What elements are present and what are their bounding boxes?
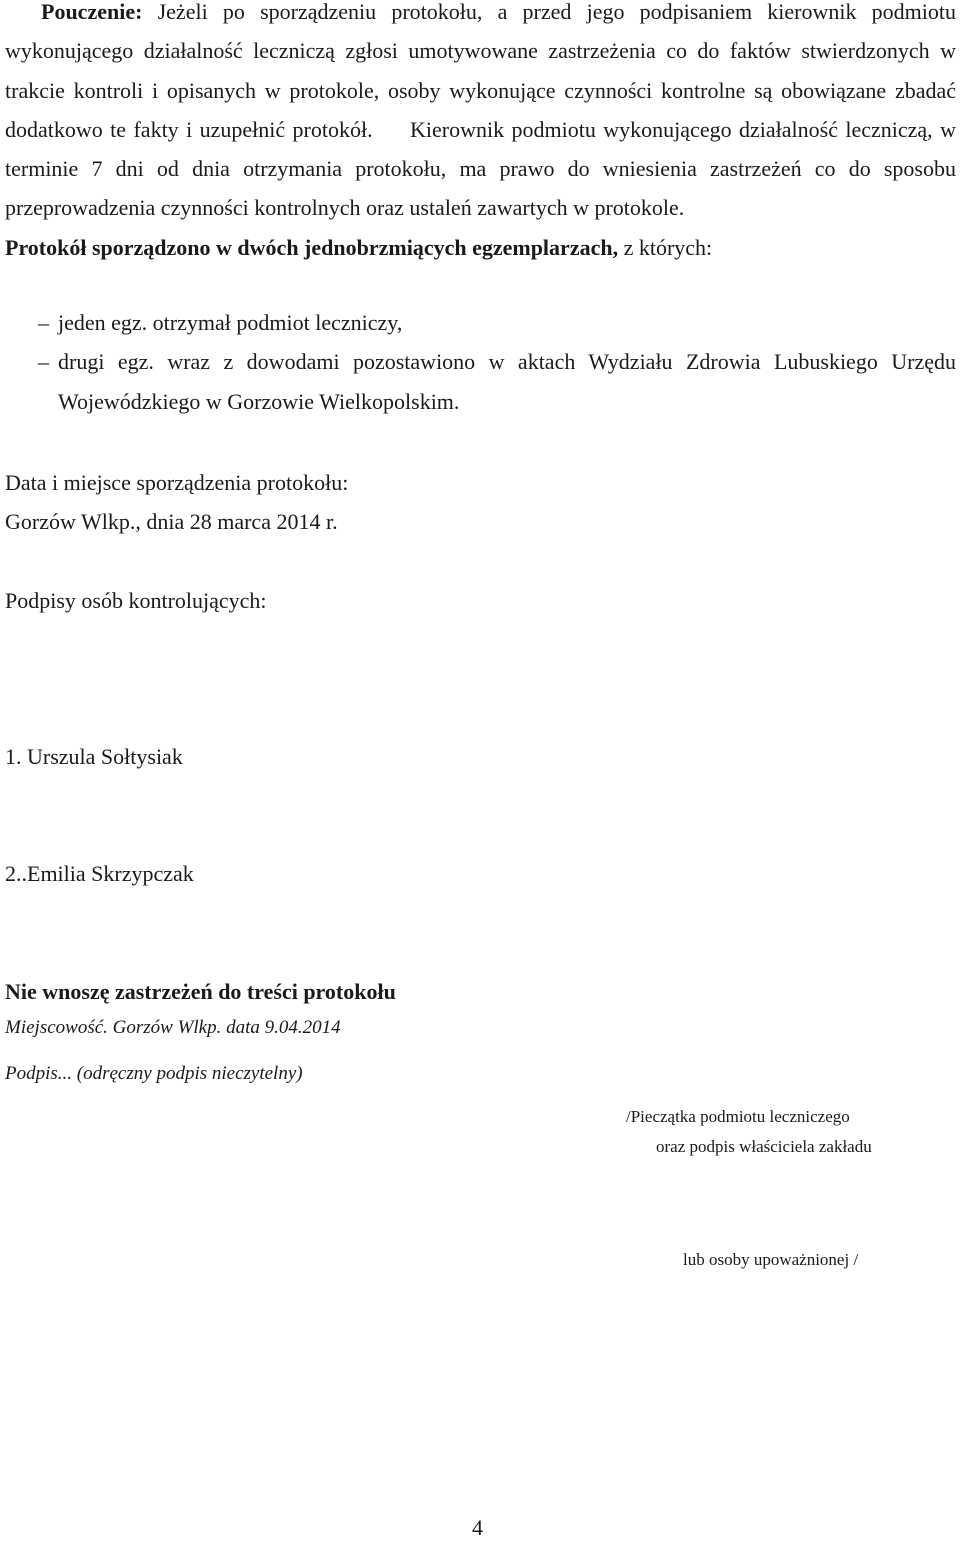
signature-first: 1. Urszula Sołtysiak xyxy=(5,744,183,769)
list-item xyxy=(5,303,956,342)
acceptance-signature: Podpis... (odręczny podpis nieczytelny) xyxy=(5,1063,303,1084)
list-item xyxy=(5,342,956,421)
copies-heading: Protokół sporządzono w dwóch jednobrzmiących egzemplarzach, xyxy=(5,234,619,260)
acceptance-heading: Nie wnoszę zastrzeżeń do treści protokołu xyxy=(5,979,396,1004)
page-number: 4 xyxy=(472,1515,483,1540)
copies-heading-rest: z których: xyxy=(618,234,713,260)
notice-text-1: Jeżeli po sporządzeniu protokołu, a przed jego podpisaniem kierownik podmiotu wykonującego działalność leczniczą zgłosi umotywowane zastrzeżenia co do faktów stwierdzonych w trakcie kontroli i opisanych w protokole, osoby wykonujące czynności kontrolne są obowiązane zbadać dodatkowo te fakty i uzupełnić protokół. xyxy=(5,0,957,142)
list-item-text: jeden egz. otrzymał podmiot leczniczy, xyxy=(58,310,403,335)
stamp-note-line-3: lub osoby upoważnionej / xyxy=(683,1250,859,1269)
stamp-note-line-1: /Pieczątka podmiotu leczniczego xyxy=(626,1107,850,1126)
copies-list xyxy=(5,303,956,421)
dash-bullet: – xyxy=(38,349,49,375)
list-item-text: drugi egz. wraz z dowodami pozostawiono w aktach Wydziału Zdrowia Lubuskiego Urzędu Wojewódzkiego w Gorzowie Wielkopolskim. xyxy=(58,349,956,414)
notice-text-2: Kierownik podmiotu wykonującego działalność leczniczą, w terminie 7 dni od dnia otrzymania protokołu, ma prawo do wniesienia zastrzeżeń co do sposobu przeprowadzenia czynności kontrolnych oraz ustaleń zawartych w protokole. xyxy=(5,116,956,221)
date-place-label: Data i miejsce sporządzenia protokołu: xyxy=(5,470,349,495)
notice-paragraph xyxy=(5,0,956,267)
date-place-value: Gorzów Wlkp., dnia 28 marca 2014 r. xyxy=(5,509,338,534)
acceptance-place-date: Miejscowość. Gorzów Wlkp. data 9.04.2014 xyxy=(5,1017,341,1038)
signature-second: 2..Emilia Skrzypczak xyxy=(5,861,194,886)
signatures-label: Podpisy osób kontrolujących: xyxy=(5,588,267,613)
dash-bullet: – xyxy=(38,310,49,335)
stamp-note-line-2: oraz podpis właściciela zakładu xyxy=(656,1137,872,1156)
notice-label: Pouczenie: xyxy=(41,0,143,24)
